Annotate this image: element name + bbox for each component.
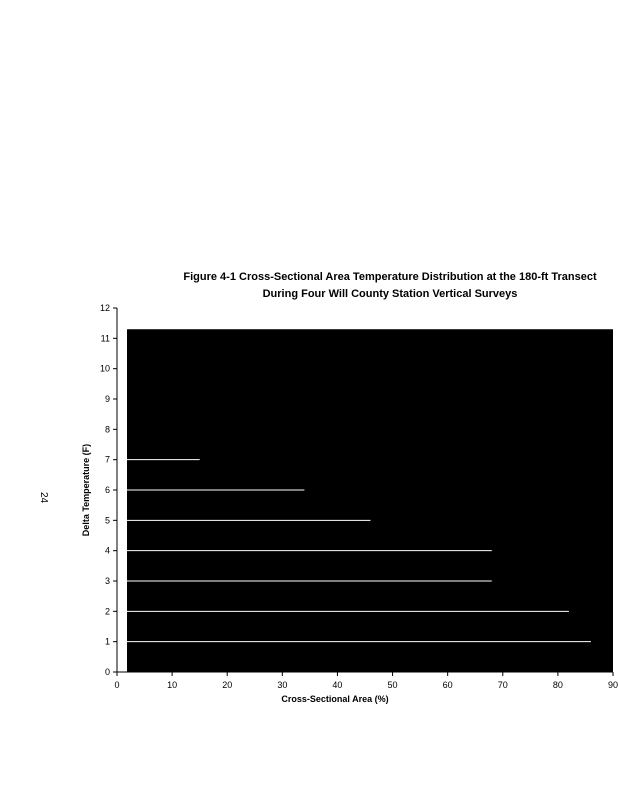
- page-number: 24: [38, 491, 50, 504]
- y-tick-label: 2: [104, 606, 110, 617]
- x-tick-label: 50: [387, 680, 398, 690]
- plot-fill: [127, 329, 613, 672]
- x-tick-label: 40: [332, 680, 343, 690]
- y-tick-label: 3: [104, 576, 110, 586]
- y-tick-label: 7: [104, 454, 110, 465]
- y-tick-label: 9: [104, 394, 110, 404]
- x-tick-label: 60: [442, 680, 453, 690]
- y-tick-label: 11: [100, 333, 110, 344]
- x-tick-label: 20: [222, 680, 233, 690]
- y-tick-label: 0: [104, 667, 110, 677]
- x-axis-label: Cross-Sectional Area (%): [281, 694, 389, 704]
- x-tick-label: 0: [114, 680, 120, 690]
- x-ticks: [114, 672, 618, 690]
- y-tick-label: 4: [104, 545, 110, 556]
- y-tick-label: 6: [104, 485, 110, 495]
- x-tick-label: 10: [167, 680, 178, 690]
- y-tick-label: 1: [104, 636, 110, 647]
- x-tick-label: 70: [497, 680, 508, 690]
- chart-title: Figure 4-1 Cross-Sectional Area Temperature Distribution at the 180-ft Transect: [183, 271, 597, 283]
- x-tick-label: 80: [552, 680, 563, 690]
- y-ticks: [100, 303, 117, 677]
- x-tick-label: 30: [277, 680, 288, 690]
- y-tick-label: 5: [104, 515, 110, 526]
- chart-subtitle: During Four Will County Station Vertical Surveys: [262, 288, 518, 300]
- y-tick-label: 8: [104, 424, 110, 435]
- y-tick-label: 12: [99, 303, 110, 313]
- y-axis-label: Delta Temperature (F): [81, 443, 91, 537]
- x-tick-label: 90: [607, 680, 618, 690]
- y-tick-label: 10: [99, 363, 110, 374]
